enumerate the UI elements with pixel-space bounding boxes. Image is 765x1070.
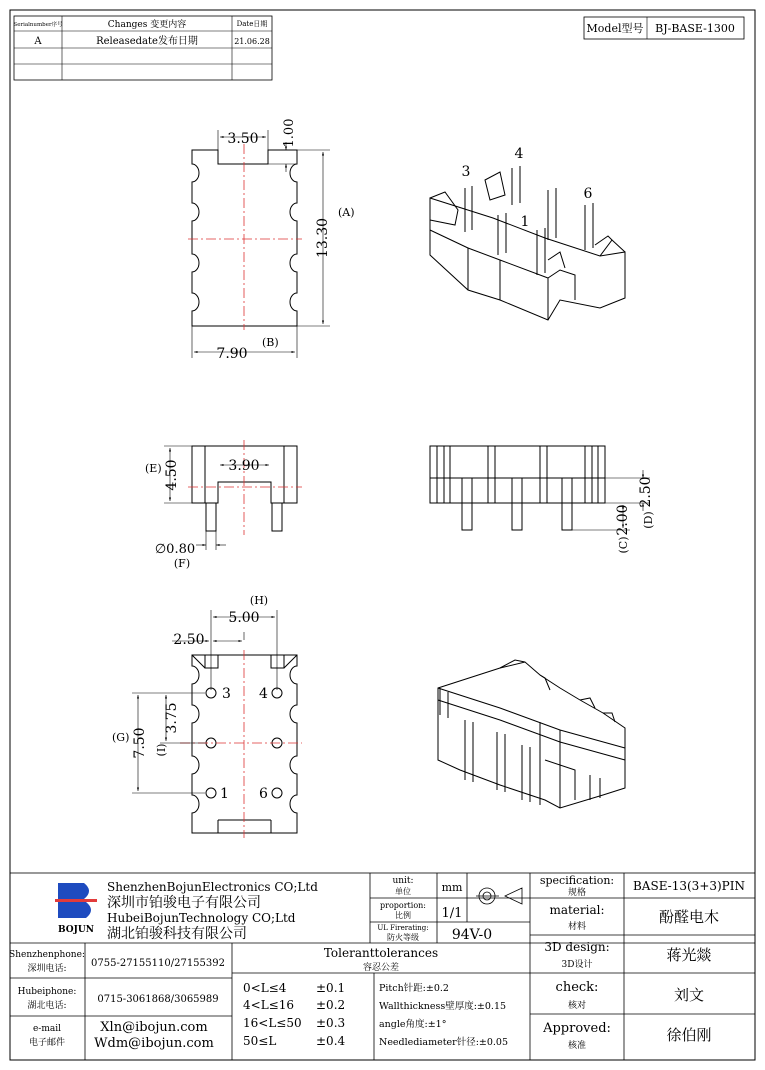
iso-pin-label-6: 6: [583, 186, 593, 202]
dim-span-y: 7.50: [132, 727, 148, 759]
note-needle: Needlediameter针径:±0.05: [379, 1037, 509, 1048]
company-en-2: HubeiBojunTechnology CO;Ltd: [107, 911, 296, 925]
email-2: Wdm@ibojun.com: [94, 1036, 214, 1051]
dim-pin-diameter: ∅0.80: [154, 542, 196, 557]
logo-text: BOJUN: [58, 925, 94, 935]
approved-value: 徐伯刚: [666, 1026, 712, 1044]
tol-range-2: 4<L≤16: [243, 998, 294, 1012]
pad-1: [206, 788, 216, 798]
email-label-cn: 电子邮件: [28, 1038, 66, 1048]
spec-label-cn: 规格: [567, 888, 587, 898]
check-label: check:: [555, 980, 599, 995]
ul-label: UL Firerating:: [377, 924, 429, 932]
pad-label-4: 4: [259, 686, 268, 702]
label-b: (B): [262, 336, 279, 349]
iso-pin-label-4: 4: [514, 146, 524, 162]
model-label: Model型号: [586, 22, 644, 35]
pad-label-1: 1: [220, 786, 229, 802]
rev-row-date: 21.06.28: [234, 37, 270, 46]
pad-label-3: 3: [222, 686, 231, 702]
rev-row-serial: A: [34, 36, 42, 47]
label-g: (G): [112, 731, 130, 744]
dim-side-body: 2.50: [638, 476, 654, 508]
tol-range-1: 0<L≤4: [243, 981, 287, 995]
label-h: (H): [249, 594, 269, 607]
dim-pitch-y: 3.75: [164, 702, 180, 734]
spec-value: BASE-13(3+3)PIN: [632, 879, 746, 893]
dim-front-height: 4.50: [164, 459, 180, 491]
ul-value: 94V-0: [451, 927, 493, 943]
material-label-cn: 材料: [567, 922, 587, 932]
email-label: e-mail: [32, 1024, 62, 1034]
top-view: [188, 130, 330, 358]
company-en-1: ShenzhenBojunElectronics CO;Ltd: [107, 880, 318, 894]
bottom-view: [132, 610, 302, 838]
spec-label: specification:: [539, 874, 615, 887]
front-view: [164, 440, 302, 550]
hb-phone-label-cn: 湖北电话:: [27, 1001, 67, 1011]
rev-header-serial: Serialnumber序号: [13, 22, 63, 28]
hb-phone-label: Hubeiphone:: [17, 987, 77, 997]
unit-label: unit:: [392, 876, 414, 886]
sz-phone-value: 0755-27155110/27155392: [91, 958, 225, 969]
sz-phone-label-cn: 深圳电话:: [27, 964, 67, 974]
email-1: Xln@ibojun.com: [100, 1020, 208, 1035]
rev-header-changes: Changes 变更内容: [107, 20, 187, 30]
iso-pin-label-1: 1: [520, 214, 530, 230]
tol-value-4: ±0.4: [316, 1034, 346, 1048]
label-a: (A): [338, 206, 355, 219]
dim-side-pin: 2.00: [615, 504, 631, 536]
company-cn-1: 深圳市铂骏电子有限公司: [107, 895, 261, 911]
unit-label-cn: 单位: [395, 887, 411, 896]
hb-phone-value: 0715-3061868/3065989: [97, 994, 219, 1005]
iso-pin-label-3: 3: [461, 164, 471, 180]
unit-value: mm: [441, 881, 463, 894]
material-value: 酚醛电木: [658, 908, 720, 926]
check-value: 刘文: [673, 986, 705, 1004]
proportion-label-cn: 比例: [395, 911, 411, 920]
note-angle: angle角度:±1°: [379, 1019, 447, 1030]
label-d: (D): [642, 511, 655, 529]
dim-inner-width: 3.90: [228, 458, 260, 474]
model-box: [584, 17, 744, 39]
tol-value-3: ±0.3: [316, 1016, 346, 1030]
label-e: (E): [145, 462, 162, 475]
tol-range-3: 16<L≤50: [243, 1016, 302, 1030]
tolerances-title-cn: 容忍公差: [362, 963, 400, 973]
dim-top-width: 3.50: [227, 131, 259, 147]
design-value: 蒋光燚: [666, 946, 712, 964]
check-label-cn: 核对: [567, 1001, 587, 1011]
tol-value-2: ±0.2: [316, 998, 346, 1012]
label-i: (I): [155, 743, 168, 757]
model-value: BJ-BASE-1300: [655, 22, 735, 35]
tolerances-title: Toleranttolerances: [323, 946, 439, 960]
sz-phone-label: Shenzhenphone:: [9, 950, 85, 960]
design-label-cn: 3D设计: [561, 960, 593, 970]
rev-header-date: Date日期: [236, 20, 268, 28]
approved-label-cn: 核准: [567, 1041, 587, 1051]
pad-6: [272, 788, 282, 798]
design-label: 3D design:: [544, 940, 610, 954]
material-label: material:: [549, 903, 605, 917]
top-view-outline: [192, 150, 297, 326]
iso-view-top: [430, 166, 625, 320]
dim-height: 13.30: [315, 217, 331, 259]
label-f: (F): [173, 557, 191, 570]
dim-notch-depth: 1.00: [282, 118, 297, 148]
pad-label-6: 6: [259, 786, 268, 802]
rev-row-change: Releasedate发布日期: [96, 36, 198, 47]
tol-range-4: 50≤L: [243, 1034, 277, 1048]
tol-value-1: ±0.1: [316, 981, 346, 995]
approved-label: Approved:: [543, 1021, 611, 1036]
revision-table: [13, 16, 272, 80]
proportion-value: 1/1: [441, 906, 463, 921]
note-wall: Wallthickness壁厚度:±0.15: [379, 1001, 507, 1012]
dim-width: 7.90: [216, 346, 248, 362]
dim-pitch-x: 5.00: [228, 610, 260, 626]
company-cn-2: 湖北铂骏科技有限公司: [107, 926, 247, 942]
iso-view-bottom: [438, 660, 625, 808]
dim-offset-x: 2.50: [173, 632, 205, 648]
proportion-label: proportion:: [380, 901, 426, 910]
note-pitch: Pitch针距:±0.2: [379, 983, 449, 994]
label-c: (C): [617, 536, 630, 554]
ul-label-cn: 防火等级: [387, 933, 419, 942]
company-logo: [55, 883, 97, 935]
